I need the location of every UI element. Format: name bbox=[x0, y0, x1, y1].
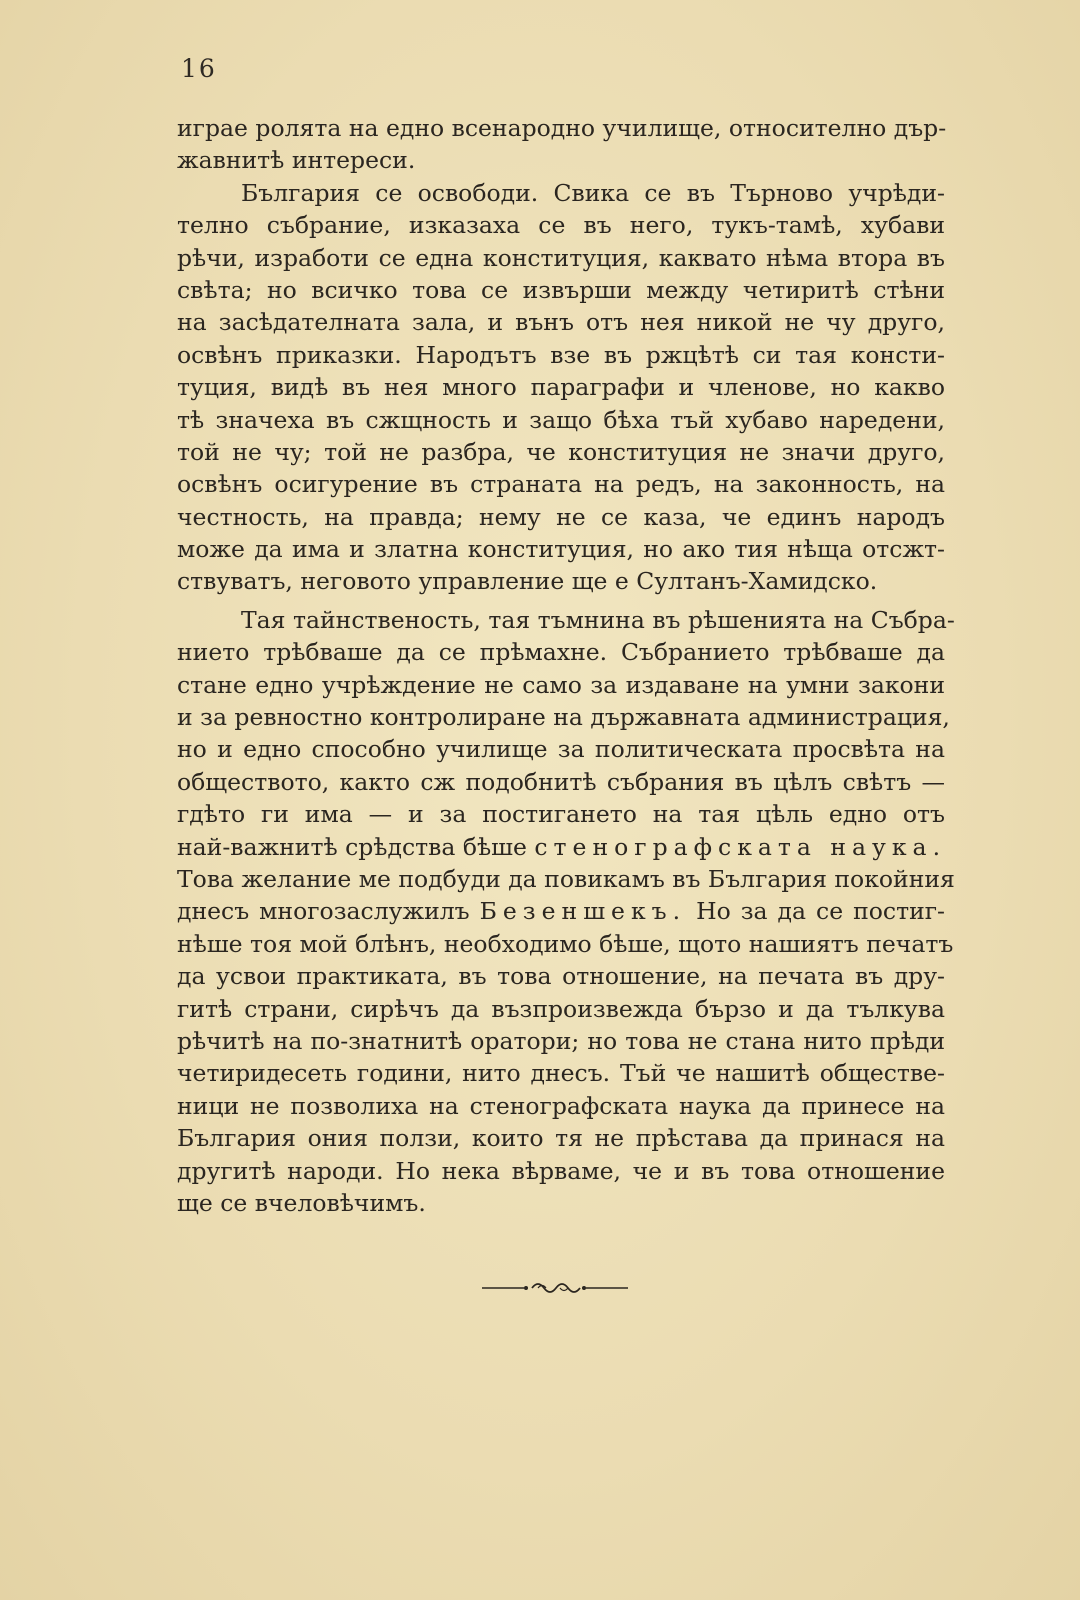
text-line: жавнитѣ интереси. bbox=[177, 146, 416, 175]
text-line: Това желание ме подбуди да повикамъ въ България покойния bbox=[177, 864, 955, 893]
text-line: да усвои практиката, въ това отношение, на печата въ дру- bbox=[177, 962, 945, 991]
text-line: на засѣдателната зала, и вънъ отъ нея никой не чу друго, bbox=[177, 308, 945, 337]
text-line: рѣчи, изработи се една конституция, каквато нѣма втора въ bbox=[177, 243, 945, 272]
text-line: и за ревностно контролиране на държавната администрация, bbox=[177, 703, 950, 732]
text-line: тѣ значеха въ сжщность и защо бѣха тъй хубаво наредени, bbox=[177, 405, 945, 434]
spaced-emphasis: стенографската наука. bbox=[534, 832, 947, 861]
text-line: ници не позволиха на стенографската наука да принесе на bbox=[177, 1091, 945, 1120]
text-line: България се освободи. Свика се въ Търново учрѣди- bbox=[241, 178, 945, 207]
text-line: рѣчитѣ на по-знатнитѣ оратори; но това не стана нито прѣди bbox=[177, 1026, 945, 1055]
text-line: нѣше тоя мой блѣнъ, необходимо бѣше, щото нашиятъ печатъ bbox=[177, 929, 954, 958]
text-line: България ония ползи, които тя не прѣстава да принася на bbox=[177, 1124, 945, 1153]
text-line: свѣта; но всичко това се извърши между четиритѣ стѣни bbox=[177, 275, 945, 304]
text-line: освѣнъ осигурение въ страната на редъ, на законность, на bbox=[177, 470, 945, 499]
ornament-flourish-icon bbox=[482, 1276, 628, 1300]
text-line: другитѣ народи. Но нека вѣрваме, че и въ това отношение bbox=[177, 1156, 945, 1185]
text-line: той не чу; той не разбра, че конституция не значи друго, bbox=[177, 437, 945, 466]
text-line: но и едно способно училище за политическата просвѣта на bbox=[177, 735, 945, 764]
text-line: гитѣ страни, сирѣчъ да възпроизвежда бързо и да тълкува bbox=[177, 994, 945, 1023]
text-line: нието трѣбваше да се прѣмахне. Събранието трѣбваше да bbox=[177, 638, 945, 667]
text-line: четиридесеть години, нито днесъ. Тъй че нашитѣ обществе- bbox=[177, 1059, 945, 1088]
text-line: освѣнъ приказки. Народътъ взе въ ржцѣтѣ си тая консти- bbox=[177, 340, 945, 369]
text-segment: Но за да се постиг- bbox=[696, 897, 945, 926]
paragraph-3 bbox=[177, 604, 955, 1219]
text-segment: най-важнитѣ срѣдства бѣше bbox=[177, 832, 527, 861]
text-line: честность, на правда; нему не се каза, че единъ народъ bbox=[177, 502, 945, 531]
page-number: 16 bbox=[181, 54, 217, 83]
text-line: обществото, както сж подобнитѣ събрания въ цѣлъ свѣтъ — bbox=[177, 767, 945, 796]
text-line: стане едно учрѣждение не само за издаване на умни закони bbox=[177, 670, 945, 699]
text-line: гдѣто ги има — и за постигането на тая цѣль едно отъ bbox=[177, 800, 945, 829]
text-line bbox=[177, 831, 945, 863]
text-line: играе ролята на едно всенародно училище, относително дър- bbox=[177, 114, 947, 142]
spaced-emphasis: Безеншекъ. bbox=[479, 897, 687, 926]
text-segment: днесъ многозаслужилъ bbox=[177, 897, 470, 926]
text-line: ствуватъ, неговото управление ще е Султанъ-Хамидско. bbox=[177, 567, 878, 596]
paragraph-1 bbox=[177, 112, 945, 177]
text-line bbox=[177, 895, 945, 927]
paragraph-2 bbox=[177, 177, 945, 598]
text-line: туция, видѣ въ нея много параграфи и членове, но какво bbox=[177, 373, 945, 402]
body-text bbox=[177, 112, 955, 1219]
text-line: телно събрание, изказаха се въ него, тукъ-тамѣ, хубави bbox=[177, 211, 945, 240]
text-line: ще се вчеловѣчимъ. bbox=[177, 1188, 426, 1217]
text-line: може да има и златна конституция, но ако тия нѣща отсжт- bbox=[177, 535, 945, 564]
text-line: Тая тайнственость, тая тъмнина въ рѣшенията на Събра- bbox=[241, 605, 955, 634]
